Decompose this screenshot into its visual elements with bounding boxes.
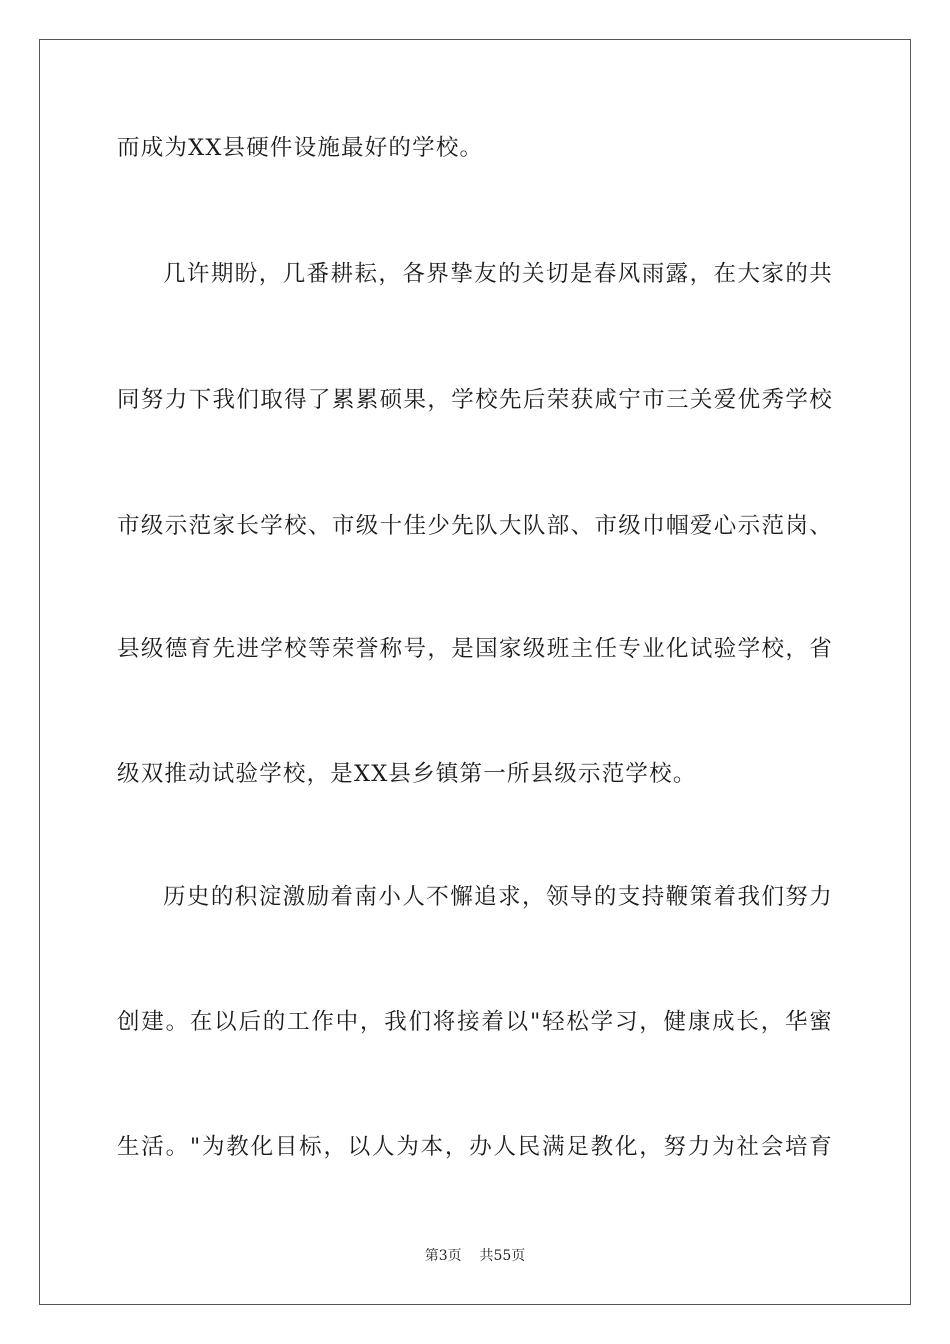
paragraph-line-6: 级双推动试验学校，是XX县乡镇第一所县级示范学校。: [117, 761, 697, 787]
paragraph-line-3: 同努力下我们取得了累累硕果，学校先后荣获咸宁市三关爱优秀学校: [117, 387, 833, 413]
page-total: 共55页: [479, 1248, 526, 1264]
paragraph-line-7: 历史的积淀激励着南小人不懈追求，领导的支持鞭策着我们努力: [163, 884, 833, 910]
paragraph-line-9: 生活。"为教化目标，以人为本，办人民满足教化，努力为社会培育: [117, 1134, 833, 1160]
paragraph-line-8: 创建。在以后的工作中，我们将接着以"轻松学习，健康成长，华蜜: [117, 1009, 833, 1035]
page-border: [39, 39, 911, 1305]
paragraph-line-4: 市级示范家长学校、市级十佳少先队大队部、市级巾帼爱心示范岗、: [117, 513, 833, 539]
paragraph-line-2: 几许期盼，几番耕耘，各界挚友的关切是春风雨露，在大家的共: [163, 261, 833, 287]
paragraph-line-5: 县级德育先进学校等荣誉称号，是国家级班主任专业化试验学校，省: [117, 636, 833, 662]
page-footer: [0, 1247, 950, 1265]
page-number: 第3页: [424, 1248, 462, 1264]
paragraph-line-1: 而成为XX县硬件设施最好的学校。: [117, 135, 484, 161]
